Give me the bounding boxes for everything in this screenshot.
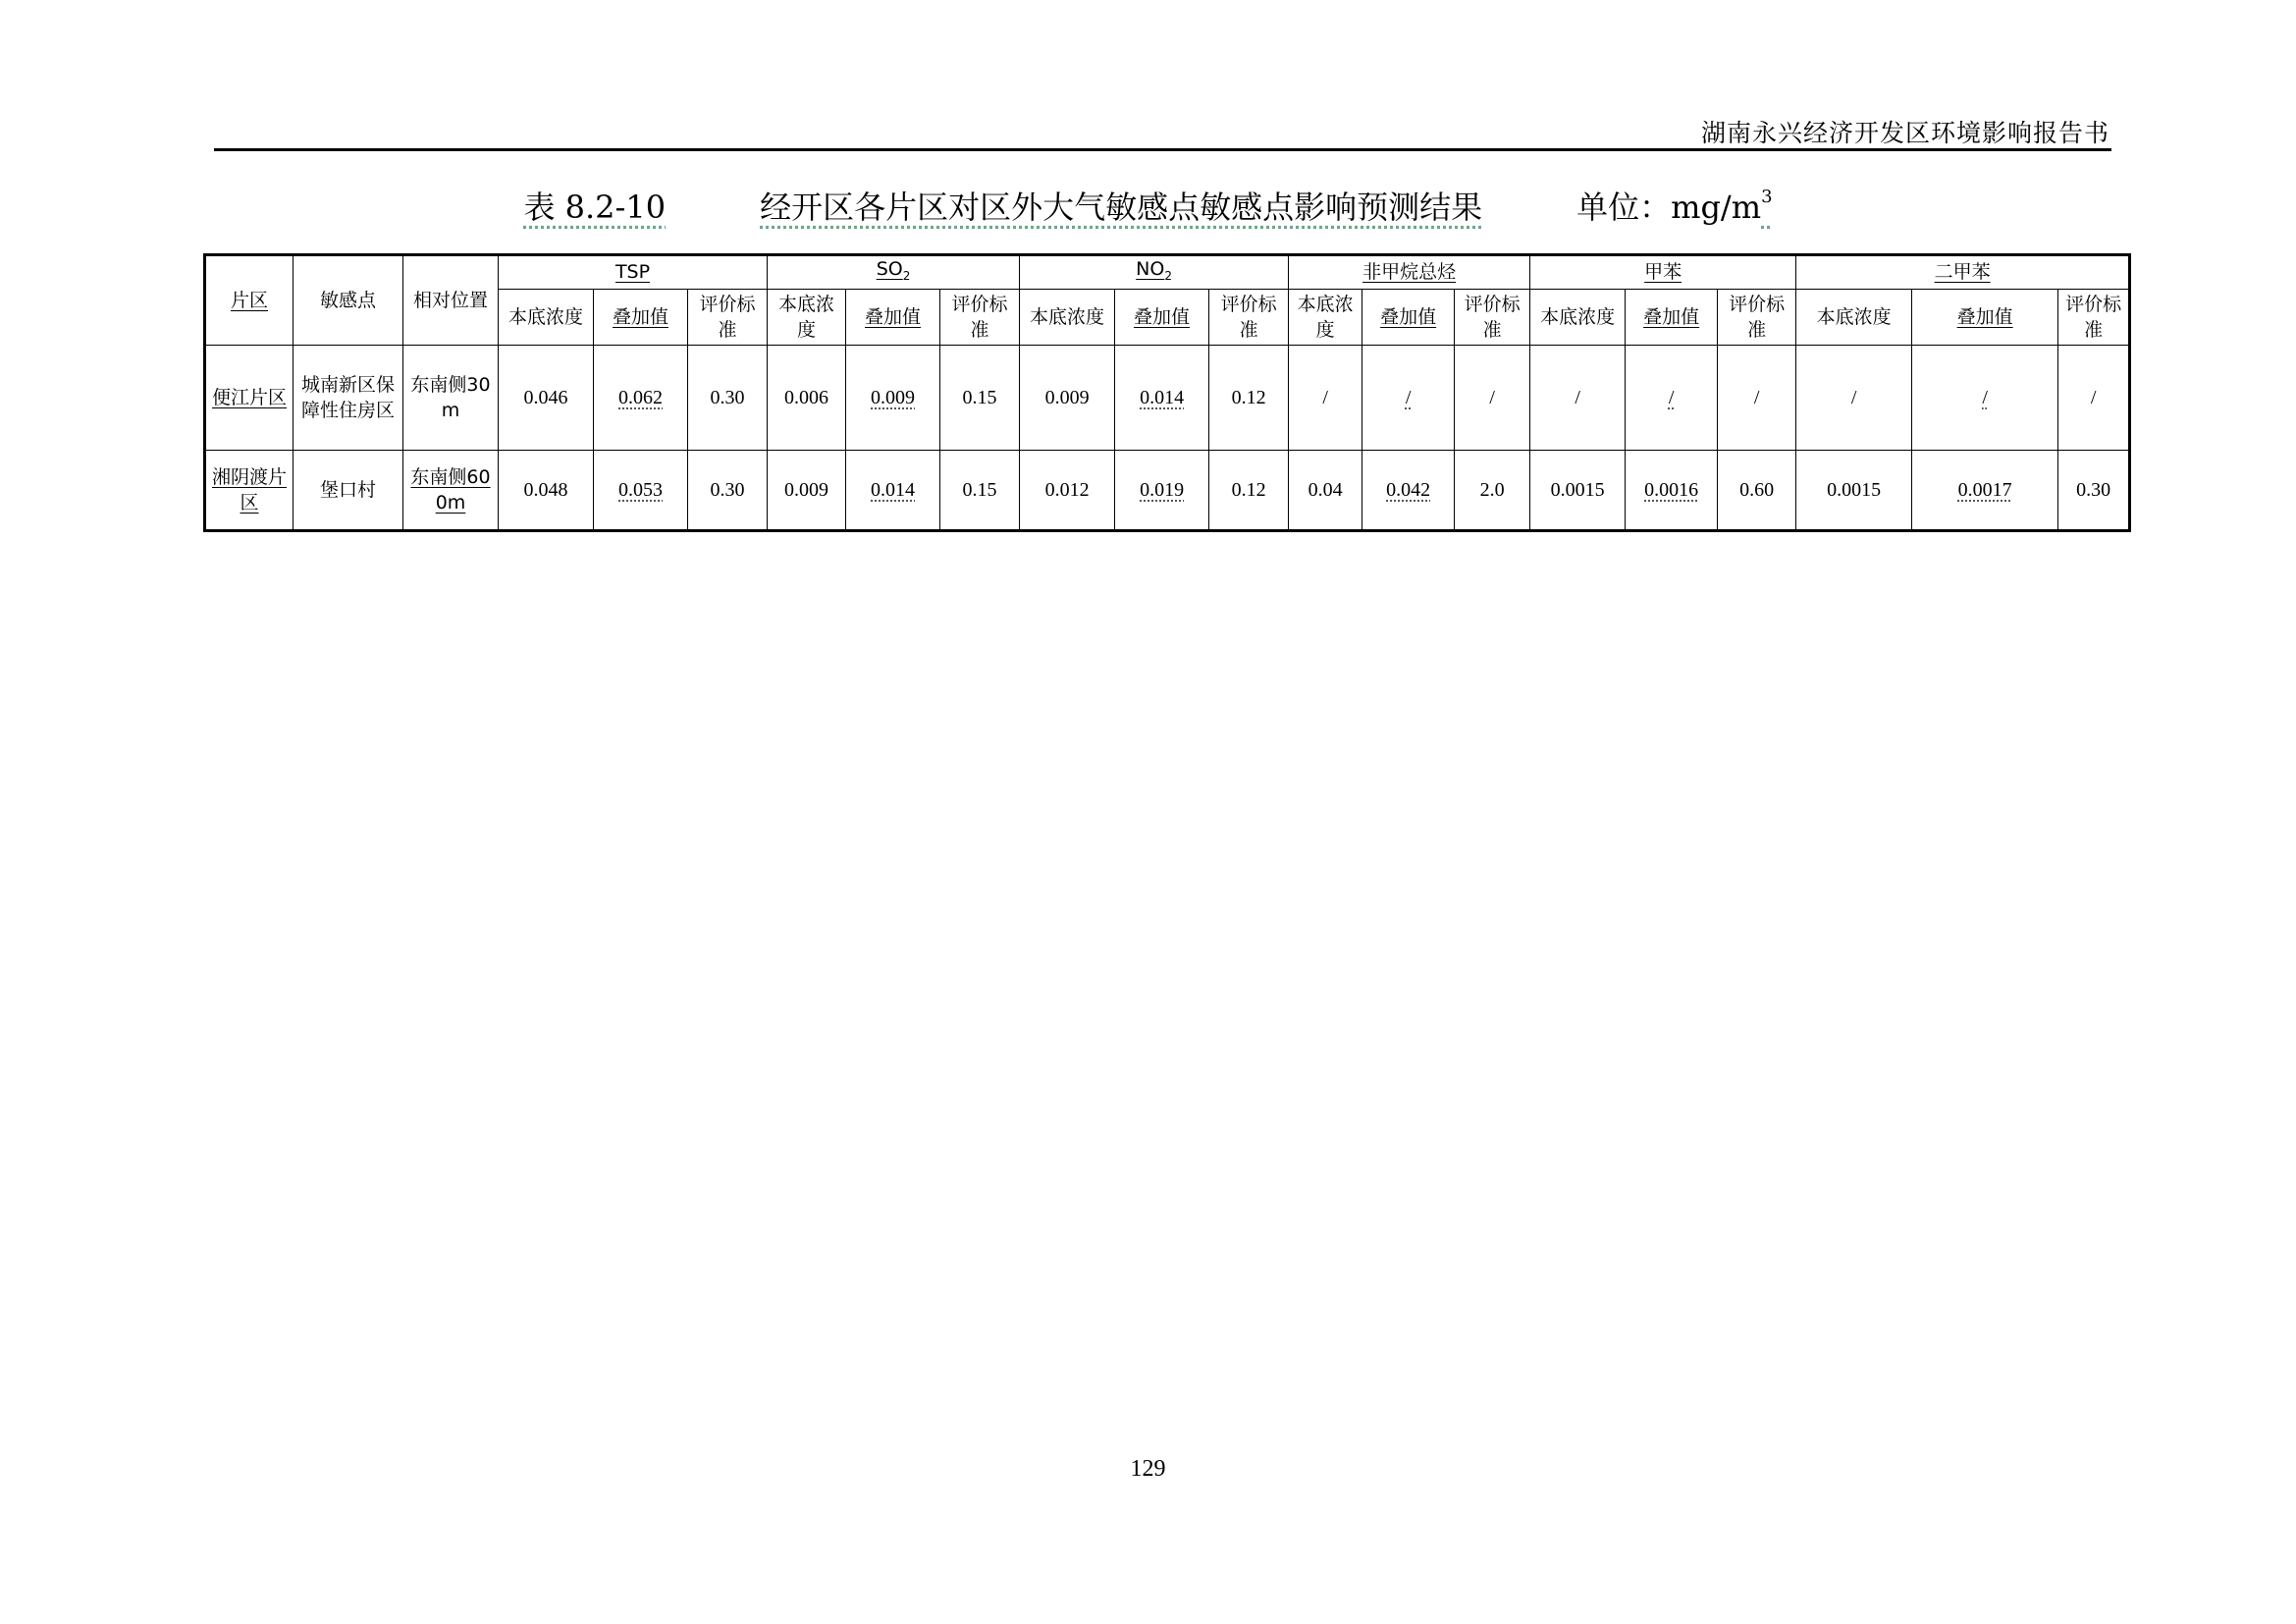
subheader-superposed: 叠加值: [1626, 289, 1718, 345]
page-number: 129: [1130, 1456, 1166, 1482]
value-cell: 0.006: [768, 345, 846, 450]
value-cell: 0.014: [1115, 345, 1209, 450]
row-zone: 湘阴渡片区: [205, 450, 294, 530]
header-rule: [214, 148, 2111, 151]
header-xylene: 二甲苯: [1796, 255, 2130, 290]
subheader-superposed: 叠加值: [1115, 289, 1209, 345]
header-nmhc: 非甲烷总烃: [1289, 255, 1530, 290]
value-cell: /: [1626, 345, 1718, 450]
subheader-background: 本底浓度: [1020, 289, 1115, 345]
value-cell: 2.0: [1455, 450, 1530, 530]
value-cell: 0.0017: [1912, 450, 2058, 530]
value-cell: 0.0015: [1530, 450, 1626, 530]
value-cell: 0.062: [594, 345, 688, 450]
row-zone: 便江片区: [205, 345, 294, 450]
subheader-background: 本底浓度: [499, 289, 594, 345]
table-number: 表 8.2-10: [523, 189, 667, 226]
value-cell: 0.009: [1020, 345, 1115, 450]
value-cell: 0.12: [1209, 450, 1289, 530]
unit-text: 单位：mg/m: [1576, 189, 1762, 226]
header-toluene: 甲苯: [1530, 255, 1796, 290]
value-cell: 0.30: [2058, 450, 2130, 530]
value-cell: /: [1912, 345, 2058, 450]
header-relative-position: 相对位置: [403, 255, 499, 346]
header-row-pollutants: [205, 255, 2130, 290]
subheader-background: 本底浓度: [768, 289, 846, 345]
header-zone: 片区: [205, 255, 294, 346]
value-cell: /: [2058, 345, 2130, 450]
subheader-superposed: 叠加值: [846, 289, 940, 345]
subheader-standard: 评价标准: [940, 289, 1020, 345]
subheader-superposed: 叠加值: [1362, 289, 1455, 345]
subheader-standard: 评价标准: [2058, 289, 2130, 345]
value-cell: 0.009: [768, 450, 846, 530]
subheader-standard: 评价标准: [1209, 289, 1289, 345]
value-cell: 0.30: [688, 450, 768, 530]
header-tsp: TSP: [499, 255, 768, 290]
subheader-standard: 评价标准: [1455, 289, 1530, 345]
value-cell: /: [1796, 345, 1912, 450]
document-header-title: 湖南永兴经济开发区环境影响报告书: [1700, 119, 2109, 147]
subheader-superposed: 叠加值: [594, 289, 688, 345]
unit-label: [1576, 183, 1772, 228]
value-cell: 0.60: [1718, 450, 1796, 530]
header-so2: $SO_2$: [768, 255, 1020, 290]
value-cell: 0.053: [594, 450, 688, 530]
value-cell: 0.012: [1020, 450, 1115, 530]
subheader-standard: 评价标准: [688, 289, 768, 345]
table-title: 经开区各片区对区外大气敏感点敏感点影响预测结果: [760, 189, 1483, 226]
value-cell: 0.30: [688, 345, 768, 450]
value-cell: 0.019: [1115, 450, 1209, 530]
table-row: [205, 450, 2130, 530]
value-cell: 0.12: [1209, 345, 1289, 450]
value-cell: 0.042: [1362, 450, 1455, 530]
value-cell: /: [1362, 345, 1455, 450]
value-cell: /: [1455, 345, 1530, 450]
subheader-background: 本底浓度: [1530, 289, 1626, 345]
value-cell: 0.046: [499, 345, 594, 450]
value-cell: 0.04: [1289, 450, 1362, 530]
value-cell: /: [1530, 345, 1626, 450]
subheader-background: 本底浓度: [1796, 289, 1912, 345]
header-sensitive-point: 敏感点: [294, 255, 403, 346]
row-position: 东南侧30m: [403, 345, 499, 450]
value-cell: 0.15: [940, 450, 1020, 530]
subheader-standard: 评价标准: [1718, 289, 1796, 345]
value-cell: 0.0015: [1796, 450, 1912, 530]
value-cell: 0.048: [499, 450, 594, 530]
value-cell: 0.009: [846, 345, 940, 450]
header-no2: $NO_2$: [1020, 255, 1289, 290]
prediction-results-table: [203, 253, 2131, 532]
unit-superscript: 3: [1761, 187, 1773, 208]
subheader-superposed: 叠加值: [1912, 289, 2058, 345]
table-caption: [0, 183, 2296, 226]
value-cell: 0.15: [940, 345, 1020, 450]
row-sensitive-point: 城南新区保障性住房区: [294, 345, 403, 450]
value-cell: 0.0016: [1626, 450, 1718, 530]
subheader-background: 本底浓度: [1289, 289, 1362, 345]
row-sensitive-point: 堡口村: [294, 450, 403, 530]
value-cell: /: [1289, 345, 1362, 450]
value-cell: /: [1718, 345, 1796, 450]
row-position: 东南侧600m: [403, 450, 499, 530]
table-row: [205, 345, 2130, 450]
value-cell: 0.014: [846, 450, 940, 530]
